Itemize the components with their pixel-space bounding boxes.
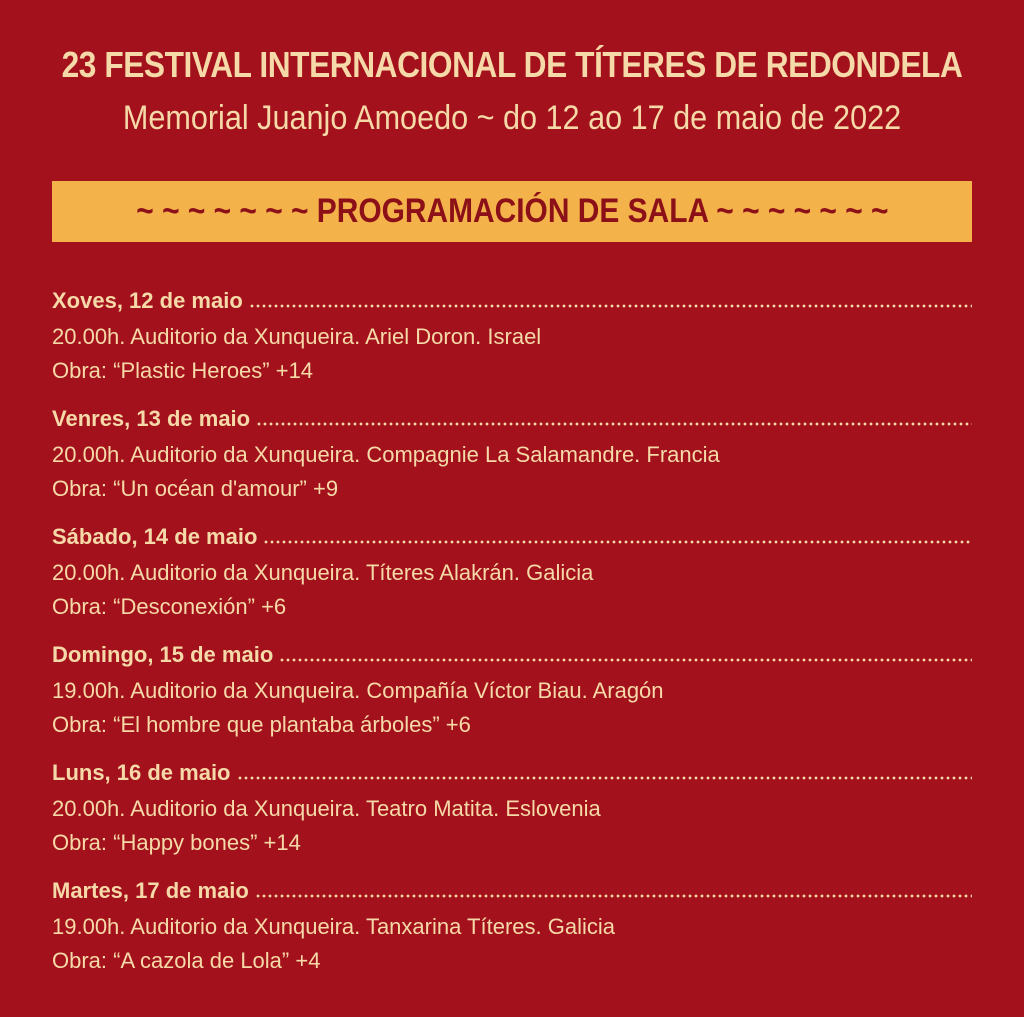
dotted-leader bbox=[256, 422, 972, 426]
schedule-item-4 bbox=[52, 642, 972, 745]
session-info: 19.00h. Auditorio da Xunqueira. Tanxarina Títeres. Galicia bbox=[52, 914, 615, 939]
day-header bbox=[52, 642, 972, 674]
day-header bbox=[52, 878, 972, 910]
day-label: Venres, 13 de maio bbox=[52, 406, 251, 431]
work-info: Obra: “Plastic Heroes” +14 bbox=[52, 358, 314, 383]
day-header bbox=[52, 406, 972, 438]
session-info: 20.00h. Auditorio da Xunqueira. Teatro Matita. Eslovenia bbox=[52, 796, 601, 821]
schedule-item-1 bbox=[52, 288, 972, 391]
day-label: Sábado, 14 de maio bbox=[52, 524, 258, 549]
schedule-item-2 bbox=[52, 406, 972, 509]
work-info: Obra: “Un océan d'amour” +9 bbox=[52, 476, 339, 501]
day-label: Xoves, 12 de maio bbox=[52, 288, 243, 313]
schedule-list bbox=[52, 288, 972, 996]
dotted-leader bbox=[237, 776, 973, 780]
session-info: 20.00h. Auditorio da Xunqueira. Ariel Doron. Israel bbox=[52, 324, 542, 349]
dotted-leader bbox=[255, 894, 972, 898]
session-info: 19.00h. Auditorio da Xunqueira. Compañía Víctor Biau. Aragón bbox=[52, 678, 664, 703]
work-info: Obra: “A cazola de Lola” +4 bbox=[52, 948, 321, 973]
dotted-leader bbox=[249, 304, 972, 308]
day-header bbox=[52, 288, 972, 320]
schedule-item-5 bbox=[52, 760, 972, 863]
session-info: 20.00h. Auditorio da Xunqueira. Compagnie La Salamandre. Francia bbox=[52, 442, 720, 467]
schedule-item-3 bbox=[52, 524, 972, 627]
session-info: 20.00h. Auditorio da Xunqueira. Títeres Alakrán. Galicia bbox=[52, 560, 594, 585]
work-info: Obra: “El hombre que plantaba árboles” +6 bbox=[52, 712, 471, 737]
day-label: Domingo, 15 de maio bbox=[52, 642, 274, 667]
festival-subtitle: Memorial Juanjo Amoedo ~ do 12 ao 17 de maio de 2022 bbox=[122, 99, 902, 137]
work-info: Obra: “Happy bones” +14 bbox=[52, 830, 301, 855]
section-banner-label: ~ ~ ~ ~ ~ ~ ~ PROGRAMACIÓN DE SALA ~ ~ ~ ~ ~ ~ ~ bbox=[135, 192, 889, 230]
day-label: Martes, 17 de maio bbox=[52, 878, 249, 903]
work-info: Obra: “Desconexión” +6 bbox=[52, 594, 287, 619]
festival-title: 23 FESTIVAL INTERNACIONAL DE TÍTERES DE REDONDELA bbox=[61, 44, 963, 85]
day-header bbox=[52, 760, 972, 792]
day-header bbox=[52, 524, 972, 556]
day-label: Luns, 16 de maio bbox=[52, 760, 231, 785]
schedule-item-6 bbox=[52, 878, 972, 981]
dotted-leader bbox=[279, 658, 972, 662]
dotted-leader bbox=[263, 540, 972, 544]
section-banner bbox=[52, 181, 972, 242]
